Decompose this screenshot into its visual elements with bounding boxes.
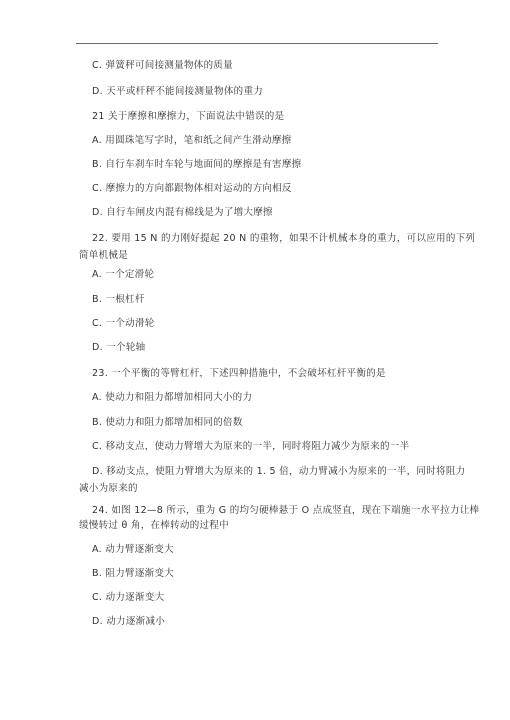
q20-option-c: C. 弹簧秤可间接测量物体的质量 [92,60,233,71]
q21-option-b: B. 自行车刹车时车轮与地面间的摩擦是有害摩擦 [92,159,302,170]
q23-stem: 23. 一个平衡的等臂杠杆，下述四种措施中，不会破坏杠杆平衡的是 [92,368,386,379]
q22-option-c: C. 一个动滑轮 [92,318,155,329]
q21-option-c: C. 摩擦力的方向都跟物体相对运动的方向相反 [92,183,292,194]
q24-stem-continued: 缓慢转过 θ 角，在棒转动的过程中 [79,520,229,531]
q20-option-d: D. 天平或杆秤不能间接测量物体的重力 [92,86,264,97]
q24-option-c: C. 动力逐渐变大 [92,592,165,603]
q21-option-d: D. 自行车闸皮内混有棉线是为了增大摩擦 [92,207,273,218]
q24-option-a: A. 动力臂逐渐变大 [92,544,174,555]
q23-option-a: A. 使动力和阻力都增加相同大小的力 [92,392,253,403]
q22-option-b: B. 一根杠杆 [92,294,145,305]
q24-option-b: B. 阻力臂逐渐变大 [92,568,175,579]
q22-option-a: A. 一个定滑轮 [92,269,155,280]
header-rule [76,43,438,44]
q22-stem: 22. 要用 15 N 的力刚好提起 20 N 的重物，如果不计机械本身的重力，可以应用的下列 [92,233,476,244]
q23-option-d-continued: 减小为原来的 [79,483,138,494]
q24-option-d: D. 动力逐渐减小 [92,616,166,627]
q23-option-b: B. 使动力和阻力都增加相同的倍数 [92,417,243,428]
q24-stem: 24. 如图 12—8 所示，重为 G 的均匀硬棒悬于 O 点成竖直，现在下端施一水平拉力让棒 [92,505,480,516]
q23-option-d: D. 移动支点，使阻力臂增大为原来的 1. 5 倍，动力臂减小为原来的一半，同时将阻力 [92,466,466,477]
q22-stem-continued: 简单机械是 [79,250,129,261]
q23-option-c: C. 移动支点，使动力臂增大为原来的一半，同时将阻力减少为原来的一半 [92,441,410,452]
q22-option-d: D. 一个轮轴 [92,342,146,353]
q21-stem: 21 关于摩擦和摩擦力，下面说法中错误的是 [92,111,285,122]
q21-option-a: A. 用圆珠笔写字时，笔和纸之间产生滑动摩擦 [92,135,292,146]
